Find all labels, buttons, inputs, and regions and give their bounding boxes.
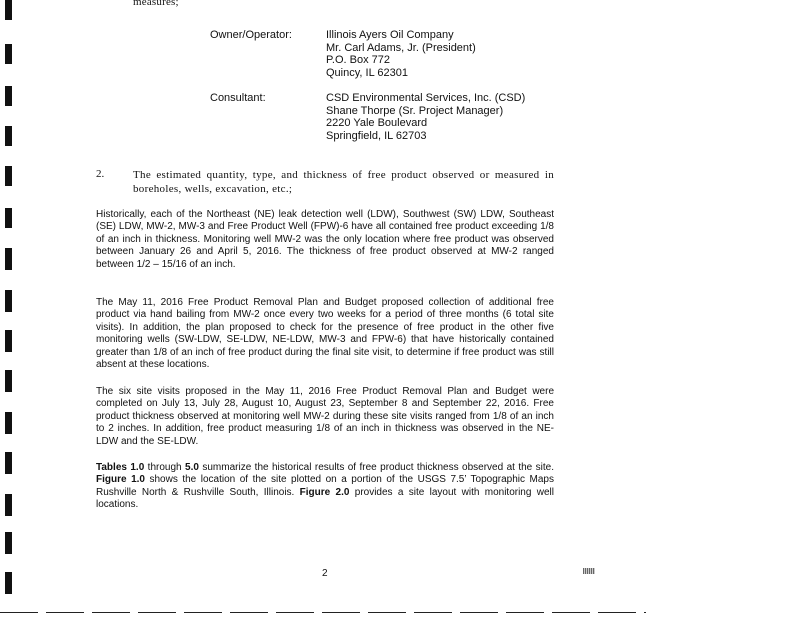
page-bottom-rule xyxy=(0,612,646,613)
owner-label: Owner/Operator: xyxy=(210,29,292,41)
figure-ref: Figure 2.0 xyxy=(299,486,350,498)
question-number: 2. xyxy=(96,168,105,180)
consultant-line: Springfield, IL 62703 xyxy=(326,129,427,142)
consultant-label: Consultant: xyxy=(210,92,266,104)
header-fragment: measures; xyxy=(133,0,179,8)
binder-mark xyxy=(5,86,12,106)
binder-mark xyxy=(5,166,12,186)
binder-mark xyxy=(5,532,12,554)
binder-mark xyxy=(5,126,12,146)
paragraph: The six site visits proposed in the May 11, 2016 Free Product Removal Plan and Budget were completed on July 13, July 28, August 10, August 23, September 8 and September 22, 2016. Free product thickness observed at monitoring well MW-2 during these site visits ranged from 1/8 of an inch to 2 inches. In addition, free product measuring 1/8 of an inch in thickness was observed in the NE-LDW and the SE-LDW. xyxy=(96,386,554,447)
binder-mark xyxy=(5,208,12,228)
page-number: 2 xyxy=(322,568,328,579)
owner-line: P.O. Box 772 xyxy=(326,54,391,66)
consultant-line: Shane Thorpe (Sr. Project Manager) xyxy=(326,104,504,117)
binder-mark xyxy=(5,330,12,352)
paragraph: The May 11, 2016 Free Product Removal Plan and Budget proposed collection of additional free product via hand bailing from MW-2 once every two weeks for a period of three months (6 total site visits). In addition, the plan proposed to check for the presence of free product in the other five monitoring wells (SW-LDW, SE-LDW, NE-LDW, MW-3 and FPW-6) that have historically contained greater than 1/8 of an inch of free product during the final site visit, to determine if free product was still absent at these locations. xyxy=(96,297,554,371)
binder-mark xyxy=(5,412,12,434)
text-run: shows the location of the site plotted on a portion of the USGS 7.5’ Topographic Maps Rushville North & Rushville South, Illinois. xyxy=(96,474,554,498)
owner-line: Illinois Ayers Oil Company xyxy=(326,29,454,41)
paragraph: Historically, each of the Northeast (NE) leak detection well (LDW), Southwest (SW) LDW, Southeast (SE) LDW, MW-2, MW-3 and Free Product Well (FPW)-6 have all contained free product exceeding 1/8 of an inch in thickness. Monitoring well MW-2 was the only location where free product was observed between January 26 and April 5, 2016. The thickness of free product observed at MW-2 ranged between 1/2 – 15/16 of an inch. xyxy=(96,209,554,270)
binder-mark xyxy=(5,370,12,392)
scan-artifact xyxy=(583,568,595,574)
binder-mark xyxy=(5,494,12,516)
binder-mark xyxy=(5,290,12,312)
text-run: summarize the historical results of free product thickness observed at the site. xyxy=(198,462,554,473)
consultant-block xyxy=(326,92,525,142)
binder-mark xyxy=(5,248,12,270)
binder-mark xyxy=(5,44,12,64)
text-run: provides a site layout with monitoring well locations. xyxy=(96,486,554,511)
consultant-line: 2220 Yale Boulevard xyxy=(326,117,428,129)
owner-block xyxy=(326,29,476,79)
binder-mark xyxy=(5,572,12,594)
consultant-line: CSD Environmental Services, Inc. (CSD) xyxy=(326,92,526,104)
paragraph-figures xyxy=(96,462,554,512)
figure-ref: Figure 1.0 xyxy=(96,474,145,486)
binder-mark xyxy=(5,0,12,20)
question-text: The estimated quantity, type, and thickness of free product observed or measured in boreholes, wells, excavation, etc.; xyxy=(133,169,554,195)
tables-ref: 5.0 xyxy=(185,462,199,473)
owner-line: Mr. Carl Adams, Jr. (President) xyxy=(326,41,476,54)
text-run: through xyxy=(144,462,186,473)
binder-mark xyxy=(5,452,12,474)
tables-ref: Tables 1.0 xyxy=(96,462,145,473)
owner-line: Quincy, IL 62301 xyxy=(326,66,408,79)
